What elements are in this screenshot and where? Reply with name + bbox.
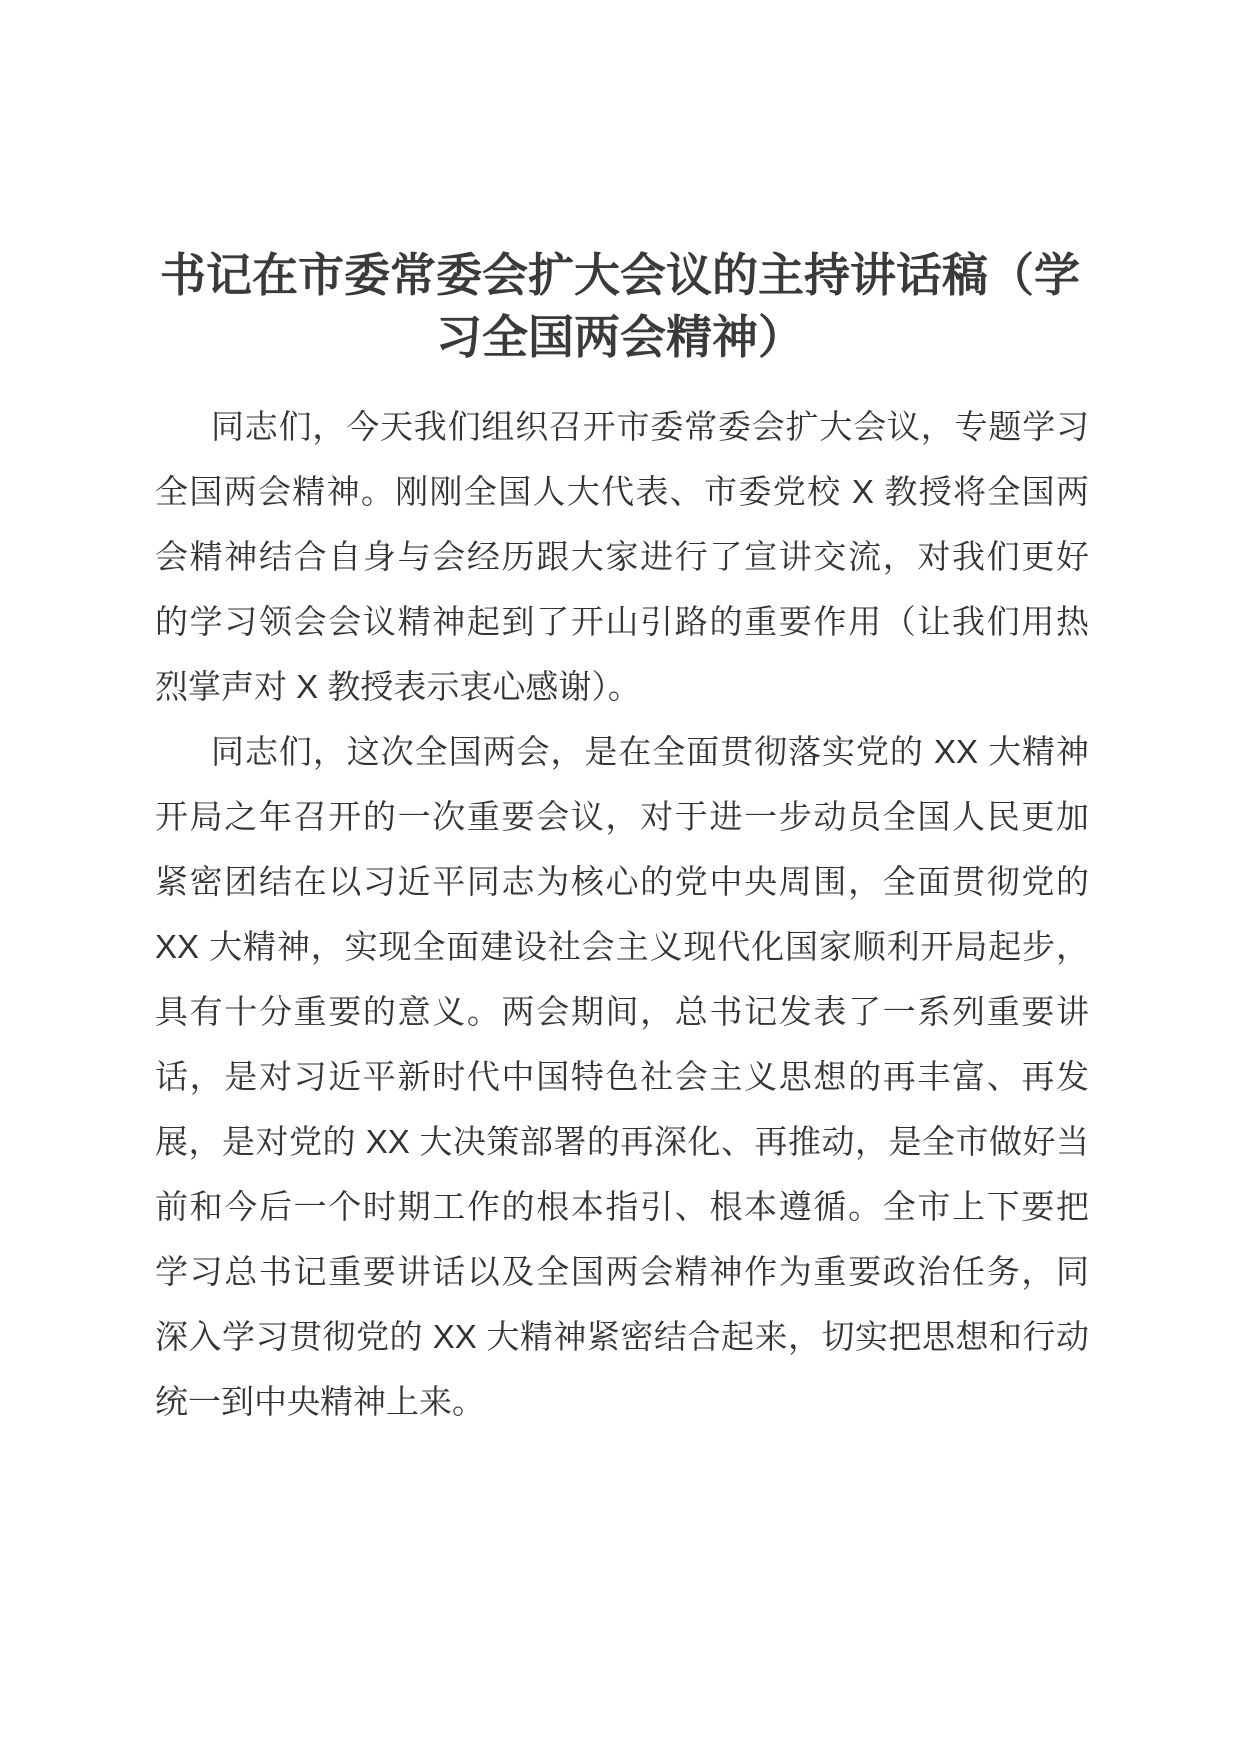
document-body [155,394,1089,1434]
text-line: 开局之年召开的一次重要会议，对于进一步动员全国人民更加 [155,798,1089,835]
text-line: 话，是对习近平新时代中国特色社会主义思想的再丰富、再发 [155,1058,1089,1095]
paragraph-2 [155,719,1089,1434]
text-line: 深入学习贯彻党的 XX 大精神紧密结合起来，切实把思想和行动 [155,1318,1089,1355]
text-line: 会精神结合自身与会经历跟大家进行了宣讲交流，对我们更好 [155,538,1089,575]
text-line: 紧密团结在以习近平同志为核心的党中央周围，全面贯彻党的 [155,863,1089,900]
text-line: 的学习领会会议精神起到了开山引路的重要作用（让我们用热 [155,603,1089,640]
text-line: 前和今后一个时期工作的根本指引、根本遵循。全市上下要把 [155,1188,1089,1225]
text-line: 展，是对党的 XX 大决策部署的再深化、再推动，是全市做好当 [155,1123,1089,1160]
title-line: 书记在市委常委会扩大会议的主持讲话稿（学 [160,249,1080,301]
text-line: 具有十分重要的意义。两会期间，总书记发表了一系列重要讲 [155,993,1089,1030]
text-line: 全国两会精神。刚刚全国人大代表、市委党校 X 教授将全国两 [155,473,1089,510]
text-line: 统一到中央精神上来。 [155,1383,485,1420]
text-line: XX 大精神，实现全面建设社会主义现代化国家顺利开局起步， [155,928,1089,965]
text-line: 学习总书记重要讲话以及全国两会精神作为重要政治任务，同 [155,1253,1089,1290]
document-title [0,244,1240,368]
paragraph-1 [155,394,1089,719]
title-line: 习全国两会精神） [436,311,804,363]
text-line: 同志们，今天我们组织召开市委常委会扩大会议，专题学习 [211,408,1089,445]
text-line: 同志们，这次全国两会，是在全面贯彻落实党的 XX 大精神 [211,733,1089,770]
text-line: 烈掌声对 X 教授表示衷心感谢）。 [155,668,641,705]
